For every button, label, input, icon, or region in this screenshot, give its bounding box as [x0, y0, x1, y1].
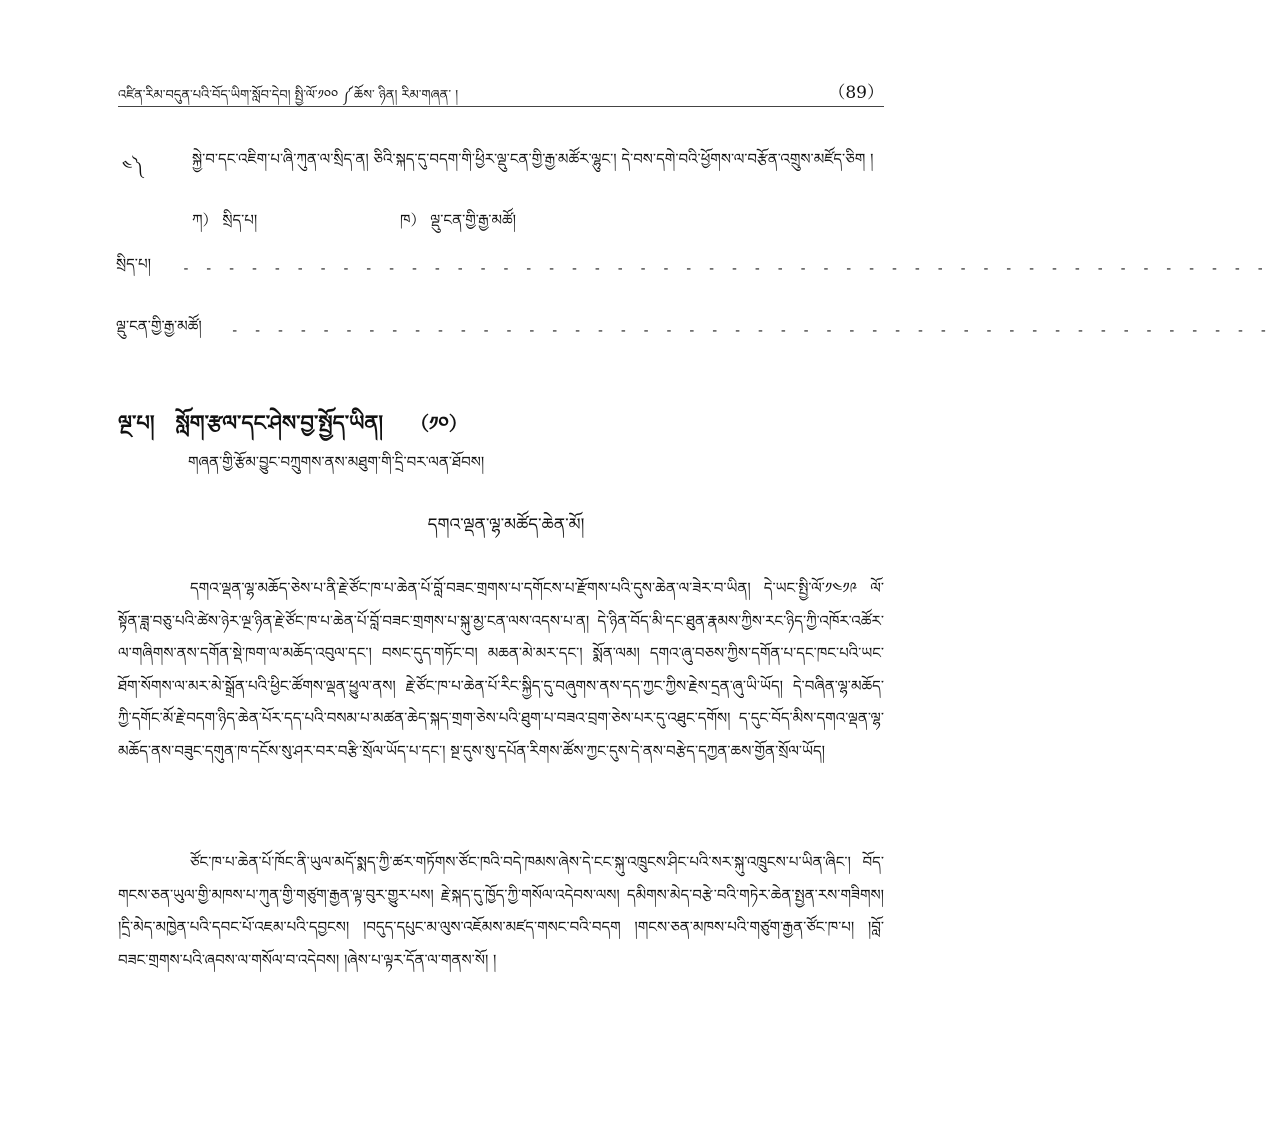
answer-row: [116, 310, 1271, 352]
option-a: ཀ） སྲིད་པ།: [192, 211, 258, 229]
body-paragraph: ཙོང་ཁ་པ་ཆེན་པོ་ཁོང་ནི་ཡུལ་མདོ་སྨད་ཀྱི་ཚར་གཏོགས་ཙོང་ཁའི་བདེ་ཁམས་ཞེས་དེ་ངང་སྐུ་འཁྲུངས་ཤིང་པའི་སར་སྐུ་འཁྲུངས་པ་ཡིན་ཞིང་། བོད་གངས་ཅན་ཡུལ་གྱི་མཁས་པ་ཀུན་གྱི་གཙུག་རྒྱན་ལྟ་བུར་གྱུར་པས། རྗེ་སྐད་དུ་ཁྱོད་ཀྱི་གསོལ་འདེབས་ལས། དམིགས་མེད་བརྩེ་བའི་གཏེར་ཆེན་སྤྱན་རས་གཟིགས། །དྲི་མེད་མཁྱེན་པའི་དབང་པོ་འཇམ་པའི་དབྱངས། །བདུད་དཔུང་མ་ལུས་འཇོམས་མཛད་གསང་བའི་བདག །གངས་ཅན་མཁས་པའི་གཙུག་རྒྱན་ཙོང་ཁ་པ། །བློ་བཟང་གྲགས་པའི་ཞབས་ལ་གསོལ་བ་འདེབས། །ཞེས་པ་ལྟར་དོན་ལ་གནས་སོ། །: [118, 853, 884, 969]
lesson-instruction: གཞན་གྱི་རྩོམ་བྱུང་བཀྲུགས་ནས་མཐུག་གི་དྲི་བར་ལན་ཐོབས།: [188, 453, 485, 471]
body-paragraph: དགའ་ལྡན་ལྷ་མཆོད་ཅེས་པ་ནི་རྗེ་ཙོང་ཁ་པ་ཆེན་པོ་བློ་བཟང་གྲགས་པ་དགོངས་པ་རྫོགས་པའི་དུས་ཆེན་ལ་ཟེར་བ་ཡིན། དེ་ཡང་སྤྱི་ལོ་༡༤༡༩ ལོ་སྟོན་ཟླ་བཅུ་པའི་ཚེས་ཉེར་ལྔ་ཉིན་རྗེ་ཙོང་ཁ་པ་ཆེན་པོ་བློ་བཟང་གྲགས་པ་སྐུ་མྱ་ངན་ལས་འདས་པ་ན། དེ་ཉིན་བོད་མི་དང་ཐུན་རྣམས་ཀྱིས་རང་ཉིད་ཀྱི་འཁོར་འཚོར་ལ་གཞིགས་ནས་དགོན་སྡེ་ཁག་ལ་མཆོད་འབུལ་དང་། བསང་དུད་གཏོང་བ། མཆན་མེ་མར་དང་། སྨོན་ལམ། དགའ་ཞུ་བཅས་ཀྱིས་དགོན་པ་དང་ཁང་པའི་ཡང་ཐོག་སོགས་ལ་མར་མེ་སྒྲོན་པའི་ཕྱིང་ཚོགས་ལྡན་ཕྱུལ་ནས། རྗེ་ཙོང་ཁ་པ་ཆེན་པོ་རིང་སྐྱིད་དུ་བཞུགས་ནས་དད་ཀྱང་ཀྱིས་རྗེས་དྲན་ཞུ་ཡི་ཡོད། དེ་བཞིན་ལྷ་མཆོད་ཀྱི་དགོང་མོ་རྗེ་བདག་ཉིད་ཆེན་པོར་དད་པའི་བསམ་པ་མཚན་ཆེད་སྐད་གྲག་ཅེས་པའི་ཐུག་པ་བཟའ་བྲག་ཅེས་པར་དུ་འཐུང་དགོས། ད་དུང་བོད་མིས་དགའ་ལྡན་ལྷ་མཆོད་ནས་བཟུང་དགུན་ཁ་དངོས་སུ་ཤར་བར་བརྩི་སྲོལ་ཡོད་པ་དང་། སྔ་དུས་སུ་དཔོན་རིགས་ཚོས་ཀྱང་དུས་དེ་ནས་བརྩེད་དཀྱན་ཆས་གྱོན་སྲོལ་ཡོད།: [118, 579, 884, 760]
lesson-title: སློག་རྩལ་དང་ཤེས་བྱ་སྤྱོད་ཡིན།: [175, 411, 384, 435]
answer-blank[interactable]: - - - - - - - - - - - - - - - - - - - - - - - - - - - - - - - - - - - - - - - - - - - - - - - -: [181, 261, 1268, 277]
answer-row: [116, 248, 1267, 290]
running-title: འཛིན་རིམ་བདུན་པའི་བོད་ཡིག་སློབ་དེབ། སྤྱི་ལོ་༡༠༠ ༼ཆོས་ ཉིན། རིམ་གཞན་ །: [118, 88, 459, 103]
lesson-index: （༡༠）: [410, 413, 468, 435]
answer-label: ལྡུ་ངན་གྱི་རྒྱ་མཚོ།: [116, 317, 202, 335]
running-header: [118, 78, 884, 104]
section-title: དགའ་ལྡན་ལྷ་མཚོད་ཆེན་མོ།: [427, 515, 585, 535]
header-divider: [118, 106, 884, 107]
exercise-question: སྐྱེ་བ་དང་འཇིག་པ་ཞི་ཀུན་ལ་སྲིད་ན། ཅིའི་སྐད་དུ་བདག་གི་ཕྱིར་ལྡུ་ངན་གྱི་རྒྱ་མཚོར་ལྷུང་། དེ་བས་དགེ་བའི་ཕྱོགས་ལ་བརྩོན་འགྲུས་མཛོད་ཅིག །: [192, 150, 874, 168]
option-b: ཁ） ལྡུ་ངན་གྱི་རྒྱ་མཚོ།: [400, 211, 516, 229]
page-number: （89）: [828, 83, 884, 103]
answer-blank[interactable]: - - - - - - - - - - - - - - - - - - - - - - - - - - - - - - - - - - - - - - - - - - - - - -: [230, 323, 1271, 339]
answer-label: སྲིད་པ།: [116, 255, 151, 273]
exercise-number: ༤༽: [122, 157, 143, 175]
lesson-number: ལྔ་པ།: [118, 411, 155, 435]
